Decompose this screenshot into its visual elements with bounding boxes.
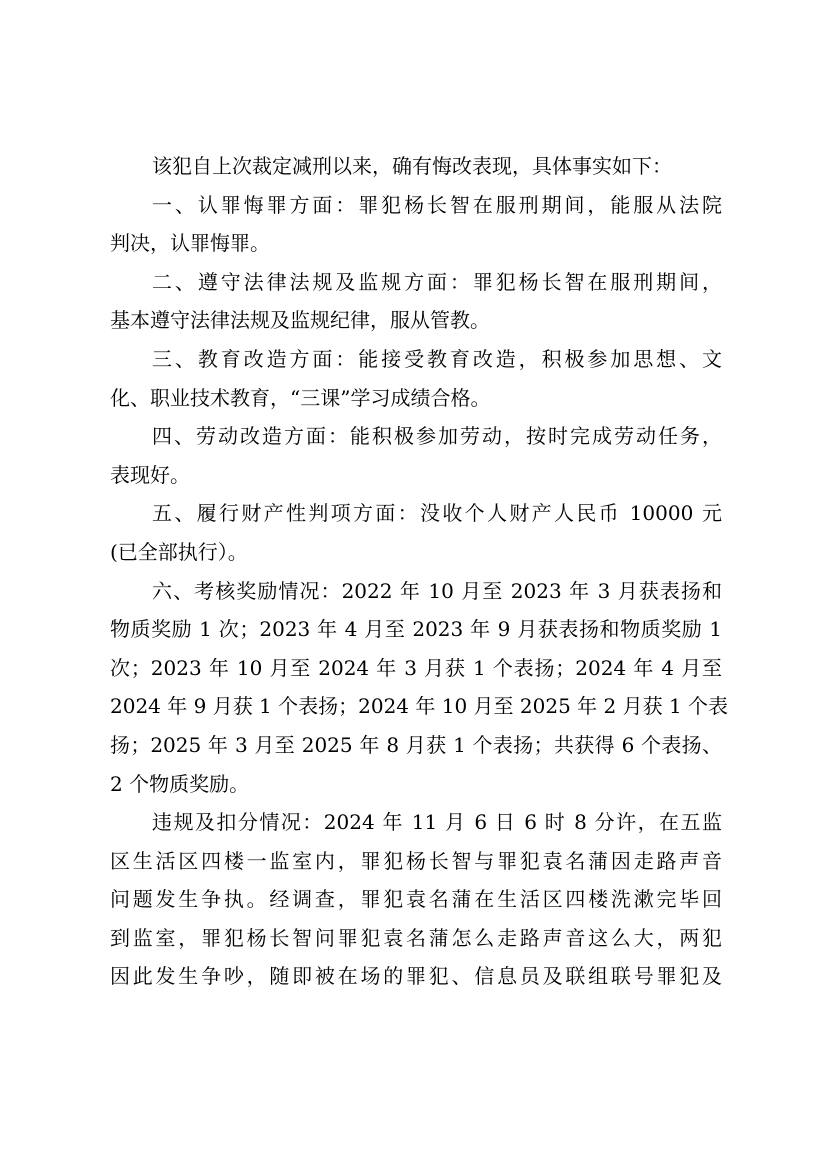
paragraph-6-line: 次；2023 年 10 月至 2024 年 3 月获 1 个表扬；2024 年 4 月至 (110, 655, 722, 680)
paragraph-5-line: 五、履行财产性判项方面：没收个人财产人民币 10000 元 (152, 501, 722, 526)
paragraph-3-line: 三、教育改造方面：能接受教育改造，积极参加思想、文 (152, 346, 722, 371)
paragraph-2-line: 基本遵守法律法规及监规纪律，服从管教。 (110, 308, 490, 333)
paragraph-6-line: 六、考核奖励情况：2022 年 10 月至 2023 年 3 月获表扬和 (152, 578, 722, 603)
paragraph-3-line: 化、职业技术教育，“三课”学习成绩合格。 (110, 385, 491, 410)
paragraph-violation-line: 因此发生争吵，随即被在场的罪犯、信息员及联组联号罪犯及 (110, 964, 722, 989)
paragraph-4-line: 四、劳动改造方面：能积极参加劳动，按时完成劳动任务， (152, 424, 722, 449)
paragraph-6-line: 物质奖励 1 次；2023 年 4 月至 2023 年 9 月获表扬和物质奖励 1 (110, 617, 722, 642)
paragraph-6-line: 扬；2025 年 3 月至 2025 年 8 月获 1 个表扬；共获得 6 个表扬、 (110, 732, 722, 757)
paragraph-2-line: 二、遵守法律法规及监规方面：罪犯杨长智在服刑期间， (152, 269, 722, 294)
paragraph-1-line: 一、认罪悔罪方面：罪犯杨长智在服刑期间，能服从法院 (152, 192, 722, 217)
paragraph-1-line: 判决，认罪悔罪。 (110, 231, 270, 256)
paragraph-4-line: 表现好。 (110, 462, 190, 487)
paragraph-violation-line: 到监室，罪犯杨长智问罪犯袁名蒲怎么走路声音这么大，两犯 (110, 925, 722, 950)
paragraph-intro-line: 该犯自上次裁定减刑以来，确有悔改表现，具体事实如下： (152, 154, 672, 178)
paragraph-violation-line: 区生活区四楼一监室内，罪犯杨长智与罪犯袁名蒲因走路声音 (110, 848, 722, 873)
paragraph-6-line: 2 个物质奖励。 (110, 771, 250, 796)
paragraph-5-line: (已全部执行）。 (110, 539, 248, 564)
paragraph-violation-line: 违规及扣分情况：2024 年 11 月 6 日 6 时 8 分许，在五监 (152, 810, 722, 835)
paragraph-6-line: 2024 年 9 月获 1 个表扬；2024 年 10 月至 2025 年 2 月获 1 个表 (110, 694, 729, 719)
paragraph-violation-line: 问题发生争执。经调查，罪犯袁名蒲在生活区四楼洗漱完毕回 (110, 887, 722, 912)
document-body (110, 147, 729, 996)
